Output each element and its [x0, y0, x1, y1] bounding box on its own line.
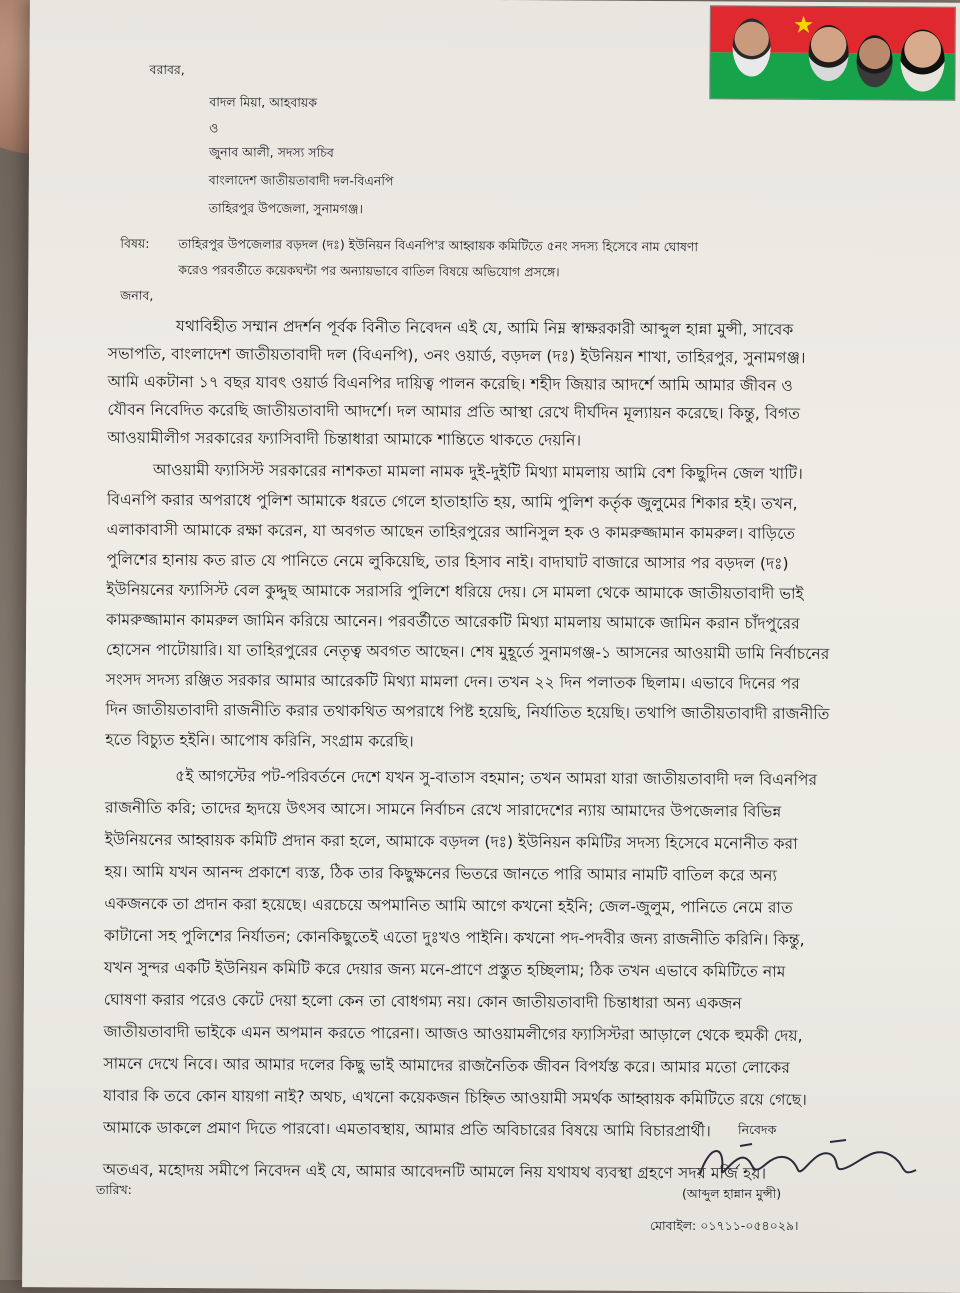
- body-line: কাটানো সহ পুলিশের নির্যাতন; কোনকিছুতেই এতো দুঃখও পাইনি। কখনো পদ-পদবীর জন্য রাজনীতি করিনি। কিন্তু,: [104, 926, 805, 949]
- body-line: যাবার কি তবে কোন যায়গা নাই? অথচ, এখনো কয়েকজন চিহ্নিত আওয়ামী সমর্থক আহ্বায়ক কমিটিতে রয়ে গেছে।: [103, 1086, 807, 1109]
- recipient-to: বরাবর,: [149, 61, 185, 78]
- subject-line: তাহিরপুর উপজেলার বড়দল (দঃ) ইউনিয়ন বিএনপি'র আহ্বায়ক কমিটিতে ৫নং সদস্য হিসেবে নাম ঘোষণা: [178, 236, 699, 255]
- portrait-image: [732, 18, 770, 76]
- body-line: সংসদ সদস্য রঞ্জিত সরকার আমার আরেকটি মিথ্যা মামলা দেন। তখন ২২ দিন পলাতক ছিলাম। এভাবে দিনের পর: [105, 670, 800, 693]
- body-line: জাতীয়তাবাদী ভাইকে এমন অপমান করতে পারেনা। আজও আওয়ামলীগের ফ্যাসিস্টরা আড়ালে থেকে হুমকী দেয়,: [103, 1022, 803, 1045]
- portrait-image: [856, 35, 892, 87]
- body-line: যৌবন নিবেদিত করেছি জাতীয়তাবাদী আদর্শে। দল আমার প্রতি আস্থা রেখে দীর্ঘদিন মূল্যায়ন করেছে। কিন্তু, বিগত: [107, 400, 801, 423]
- salutation: জনাব,: [120, 287, 154, 303]
- recipient-line: জুনাব আলী, সদস্য সচিব: [208, 144, 334, 161]
- recipient-line: বাংলাদেশ জাতীয়তাবাদী দল-বিএনপি: [208, 172, 394, 189]
- body-line: হয়। আমি যখন আনন্দ প্রকাশে ব্যস্ত, ঠিক তার কিছুক্ষনের ভিতরে জানতে পারি আমার নামটি বাতিল করে অন্য: [104, 862, 778, 885]
- body-line: আওয়ামীলীগ সরকারের ফ্যাসিবাদী চিন্তাধারা আমাকে শান্তিতে থাকতে দেয়নি।: [107, 428, 582, 450]
- body-line: ৫ই আগস্টের পট-পরিবর্তনে দেশে যখন সু-বাতাস বহমান; তখন আমরা যারা জাতীয়তাবাদী দল বিএনপির: [175, 767, 818, 789]
- body-line: বিএনপি করার অপরাধে পুলিশ আমাকে ধরতে গেলে হাতাহাতি হয়, আমি পুলিশ কর্তৃক জুলুমের শিকার হই। তখন,: [106, 490, 798, 513]
- body-line: আওয়ামী ফ্যাসিস্ট সরকারের নাশকতা মামলা নামক দুই-দুইটি মিথ্যা মামলায় আমি বেশ কিছুদিন জেল খাটি।: [153, 460, 803, 483]
- applicant-label: নিবেদক: [738, 1122, 777, 1137]
- body-line: কামরুজ্জামান কামরুল জামিন করিয়ে আনেন। পরবর্তীতে আরেকটি মিথ্যা মামলায় আমাকে জামিন করান চাঁদপুরের: [106, 610, 800, 633]
- star-icon: ★: [792, 10, 815, 39]
- date-label: তারিখ:: [96, 1182, 132, 1197]
- subject-line: করেও পরবর্তীতে কয়েকঘন্টা পর অন্যায়ভাবে বাতিল বিষয়ে অভিযোগ প্রসঙ্গে।: [178, 262, 560, 280]
- bnp-flag-header-image: [709, 5, 956, 101]
- mobile-number: মোবাইল: ০১৭১১-০৫৪০২৯।: [650, 1218, 799, 1233]
- body-line: হোসেন পাটোয়ারি। যা তাহিরপুরের নেতৃত্ব অবগত আছেন। শেষ মুহূর্তে সুনামগঞ্জ-১ আসনের আওয়ামী ডামি নির্বাচনের: [105, 640, 830, 664]
- body-line: ইউনিয়নের ফ্যাসিস্ট বেল কুদ্দুছ আমাকে সরাসরি পুলিশে ধরিয়ে দেয়। সে মামলা থেকে আমাকে জাতীয়তাবাদী ভাই: [106, 580, 804, 603]
- handwritten-signature: [680, 1134, 930, 1194]
- body-line: আমাকে ডাকলে প্রমাণ দিতে পারবো। এমতাবস্থায়, আমার প্রতি অবিচারের বিষয়ে আমি বিচারপ্রার্থী।: [102, 1118, 711, 1141]
- body-line: ইউনিয়নের আহ্বায়ক কমিটি প্রদান করা হলে, আমাকে বড়দল (দঃ) ইউনিয়ন কমিটির সদস্য হিসেবে মনোনীত করা: [104, 830, 798, 853]
- body-line: এলাকাবাসী আমাকে রক্ষা করেন, যা অবগত আছেন তাহিরপুরের আনিসুল হক ও কামরুজ্জামান কামরুল। বাড়িতে: [106, 520, 796, 543]
- recipient-line: বাদল মিয়া, আহবায়ক: [209, 94, 318, 110]
- body-line: আমি একটানা ১৭ বছর যাবৎ ওয়ার্ড বিএনপির দায়িত্ব পালন করেছি। শহীদ জিয়ার আদর্শে আমি আমার জীবন ও: [107, 372, 793, 395]
- recipient-line: ও: [209, 120, 219, 136]
- body-line: একজনকে তা প্রদান করা হয়েছে। এরচেয়ে অপমানিত আমি আগে কখনো হইনি; জেল-জুলুম, পানিতে নেমে রাত: [104, 894, 793, 917]
- body-line: হতে বিচ্যুত হইনি। আপোষ করিনি, সংগ্রাম করেছি।: [105, 730, 414, 751]
- body-line: সামনে দেখে নিবে। আর আমার দলের কিছু ভাই আমাদের রাজনৈতিক জীবন বিপর্যস্ত করে। আমার মতো লোকের: [103, 1054, 791, 1077]
- subject-label: বিষয়:: [120, 235, 150, 251]
- applicant-name: (আব্দুল হান্নান মুন্সী): [682, 1186, 782, 1201]
- body-line: যথাবিহীত সম্মান প্রদর্শন পূর্বক বিনীত নিবেদন এই যে, আমি নিম্ন স্বাক্ষরকারী আব্দুল হান্না মুন্সী, সাবেক: [175, 317, 794, 339]
- closing-request-line: অতএব, মহোদয় সমীপে নিবেদন এই যে, আমার আবেদনটি আমলে নিয় যথাযথ ব্যবস্থা গ্রহণে সদয় মর্জি হয়।: [102, 1160, 767, 1183]
- body-line: দিন জাতীয়তাবাদী রাজনীতি করার তথাকথিত অপরাধে পিষ্ট হয়েছি, নির্যাতিত হয়েছি। তথাপি জাতীয়তাবাদী রাজনীতি: [105, 700, 830, 724]
- body-line: রাজনীতি করি; তাদের হৃদয়ে উৎসব আসে। সামনে নির্বাচন রেখে সারাদেশের ন্যায় আমাদের উপজেলার বিভিন্ন: [104, 798, 782, 821]
- letter-page: [22, 0, 960, 1293]
- body-line: সভাপতি, বাংলাদেশ জাতীয়তাবাদী দল (বিএনপি), ৩নং ওয়ার্ড, বড়দল (দঃ) ইউনিয়ন শাখা, তাহিরপুর, সুনামগঞ্জ।: [107, 344, 806, 367]
- portrait-image: [808, 25, 848, 81]
- portrait-image: [900, 29, 944, 91]
- recipient-line: তাহিরপুর উপজেলা, সুনামগঞ্জ।: [208, 200, 364, 217]
- body-line: পুলিশের হানায় কত রাত যে পানিতে নেমে লুকিয়েছি, তার হিসাব নাই। বাদাঘাট বাজারে আসার পর বড়দল (দঃ): [106, 550, 789, 573]
- body-line: ঘোষণা করার পরেও কেটে দেয়া হলো কেন তা বোধগম্য নয়। কোন জাতীয়তাবাদী চিন্তাধারা অন্য একজন: [103, 990, 742, 1013]
- body-line: যখন সুন্দর একটি ইউনিয়ন কমিটি করে দেয়ার জন্য মনে-প্রাণে প্রস্তুত হচ্ছিলাম; ঠিক তখন এভাবে কমিটিতে নাম: [103, 958, 786, 981]
